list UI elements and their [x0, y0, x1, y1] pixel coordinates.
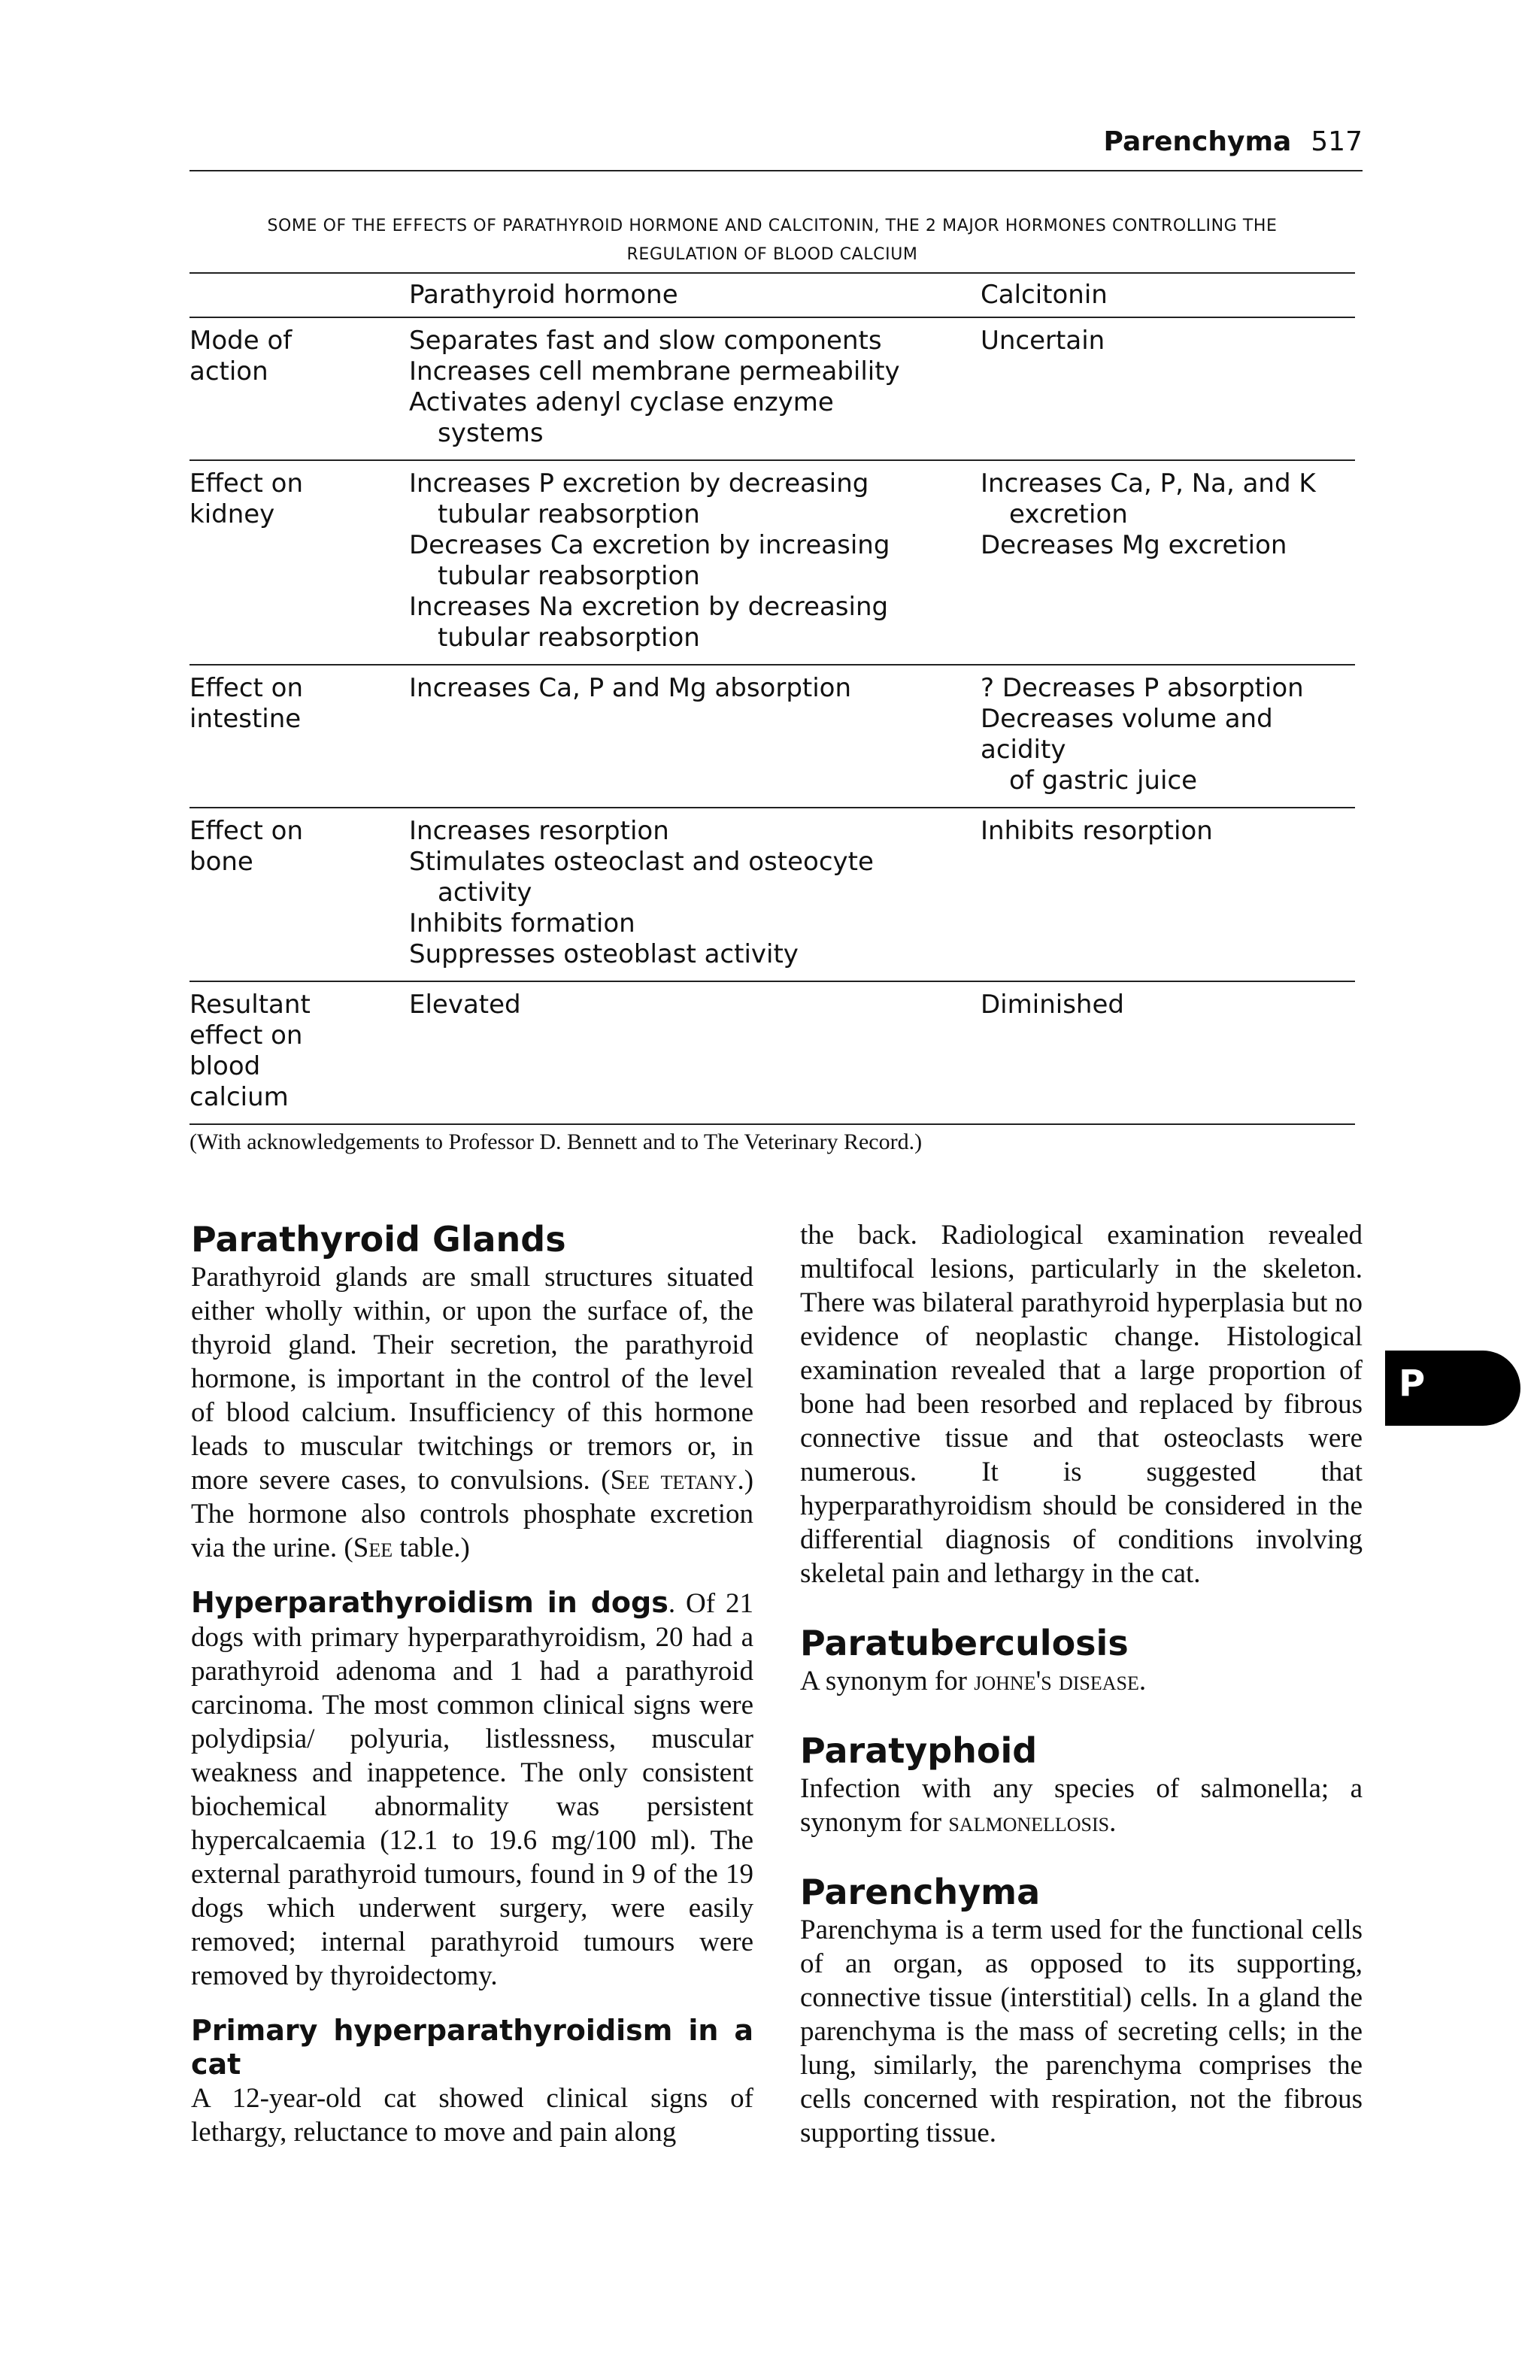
- row-label-cell: [189, 665, 409, 808]
- cell-line: tubular reabsorption: [438, 561, 700, 591]
- cell-line: Increases P excretion by decreasing: [409, 468, 869, 499]
- running-head-rule: [189, 170, 1363, 171]
- row-label-cell: [189, 981, 409, 1124]
- calcitonin-cell: [981, 808, 1355, 981]
- text-run: .) The hormone also controls phosphate excretion via the urine. (: [191, 1465, 754, 1563]
- table-caption-line: SOME OF THE EFFECTS OF PARATHYROID HORMONE AND CALCITONIN, THE 2 MAJOR HORMONES CONTROLLING THE: [267, 217, 1278, 235]
- spacer: [800, 1698, 1363, 1730]
- row-label-cell: [189, 317, 409, 460]
- cell-line: systems: [438, 418, 544, 448]
- table-header-row: [189, 273, 1355, 317]
- table-row: [189, 460, 1355, 665]
- effects-table-section: [189, 212, 1355, 1125]
- running-head-title: Parenchyma: [1103, 126, 1292, 157]
- spacer: [800, 1590, 1363, 1622]
- heading-paratuberculosis: Paratuberculosis: [800, 1623, 1129, 1663]
- cell-line: excretion: [1009, 499, 1128, 529]
- text-run: .: [1109, 1807, 1117, 1838]
- xref-salmonellosis[interactable]: salmonellosis: [948, 1807, 1110, 1838]
- table-row: [189, 317, 1355, 460]
- cell-line: tubular reabsorption: [438, 623, 700, 653]
- row-label-line: action: [189, 356, 268, 387]
- table-row: [189, 808, 1355, 981]
- cell-line: Increases resorption: [409, 816, 669, 846]
- cell-line: Inhibits resorption: [981, 816, 1213, 846]
- cell-line: Suppresses osteoblast activity: [409, 939, 799, 969]
- text-run: . Of 21 dogs with primary hyperparathyroidism, 20 had a parathyroid adenoma and 1 had a parathyroid carcinoma. The most common clinical signs were polydipsia/ polyuria, listlessness, muscular weakness and inappetence. The only consistent biochemical abnormality was persistent hypercalcaemia (12.1 to 19.6 mg/100 ml). The external parathyroid tumours, found in 9 of the 19 dogs which underwent surgery, were easily removed; internal parathyroid tumours were removed by thyroidectomy.: [191, 1588, 753, 1991]
- cell-line: activity: [438, 878, 532, 908]
- calcitonin-cell: [981, 317, 1355, 460]
- row-label-line: calcium: [189, 1082, 289, 1112]
- text-run: A synonym for: [800, 1666, 975, 1696]
- table-header-calcitonin: Calcitonin: [981, 273, 1355, 317]
- row-label-line: Mode of: [189, 326, 293, 356]
- thumb-index-letter: P: [1399, 1363, 1426, 1405]
- calcitonin-cell: [981, 981, 1355, 1124]
- calcitonin-cell: [981, 460, 1355, 665]
- xref-tetany[interactable]: tetany: [660, 1465, 738, 1496]
- cell-line: Uncertain: [981, 326, 1105, 356]
- spacer: [191, 1993, 753, 2014]
- cell-line: Activates adenyl cyclase enzyme: [409, 387, 834, 417]
- running-head: [189, 126, 1363, 157]
- heading-parathyroid-glands: Parathyroid Glands: [191, 1219, 566, 1260]
- paragraph-parathyroid: [191, 1260, 753, 1565]
- paragraph-parenchyma: Parenchyma is a term used for the functional cells of an organ, as opposed to its supporting, connective tissue (interstitial) cells. In a gland the parenchyma is the mass of secreting cells; in the lung, similarly, the parenchyma comprises the cells concerned with respiration, not the fibrous supporting tissue.: [800, 1915, 1363, 2148]
- row-label-line: effect on: [189, 1020, 303, 1051]
- paragraph-hyper-dogs: [191, 1586, 753, 1993]
- cell-line: Separates fast and slow components: [409, 326, 882, 356]
- cell-line: Inhibits formation: [409, 908, 635, 938]
- table-caption: [189, 212, 1355, 269]
- cell-line: Elevated: [409, 990, 521, 1020]
- cell-line: of gastric juice: [1009, 766, 1198, 796]
- row-label-line: Effect on: [189, 673, 304, 703]
- heading-hyper-cat: Primary hyperparathyroidism in a cat: [191, 2014, 753, 2081]
- paragraph-paratuberculosis: [800, 1664, 1363, 1698]
- spacer: [191, 1565, 753, 1586]
- row-label-line: kidney: [189, 499, 275, 529]
- paragraph-hyper-cat-right: the back. Radiological examination revealed multifocal lesions, particularly in the skeleton. There was bilateral parathyroid hyperplasia but no evidence of neoplastic change. Histological examination revealed that a large proportion of bone had been resorbed and replaced by fibrous connective tissue and that osteoclasts were numerous. It is suggested that hyperparathyroidism should be considered in the differential diagnosis of conditions involving skeletal pain and lethargy in the cat.: [800, 1220, 1363, 1589]
- row-label-line: Effect on: [189, 468, 304, 499]
- cell-line: Decreases volume and acidity: [981, 704, 1273, 765]
- cell-line: tubular reabsorption: [438, 499, 700, 529]
- heading-paratyphoid: Paratyphoid: [800, 1730, 1038, 1771]
- page-number: 517: [1311, 126, 1363, 157]
- pth-cell: [409, 981, 981, 1124]
- see-ref: See: [353, 1533, 393, 1563]
- paragraph-hyper-cat-left: A 12-year-old cat showed clinical signs of lethargy, reluctance to move and pain along: [191, 2083, 753, 2148]
- effects-table: [189, 272, 1355, 1125]
- right-column: [800, 1218, 1363, 2150]
- heading-hyper-dogs: Hyperparathyroidism in dogs: [191, 1586, 668, 1619]
- spacer: [800, 1839, 1363, 1871]
- row-label-line: blood: [189, 1051, 261, 1081]
- heading-parenchyma: Parenchyma: [800, 1872, 1041, 1912]
- cell-line: Increases Ca, P and Mg absorption: [409, 673, 852, 703]
- text-run: table.): [393, 1533, 470, 1563]
- cell-line: ? Decreases P absorption: [981, 673, 1304, 703]
- cell-line: Diminished: [981, 990, 1124, 1020]
- cell-line: Increases cell membrane permeability: [409, 356, 900, 387]
- left-column: [191, 1218, 753, 2149]
- text-run: Infection with any species of salmonella; a synonym for: [800, 1773, 1363, 1838]
- text-run: Parathyroid glands are small structures situated either wholly within, or upon the surface of, the thyroid gland. Their secretion, the parathyroid hormone, is important in the control of the level of blood calcium. Insufficiency of this hormone leads to muscular twitchings or tremors or, in more severe cases, to convulsions. (: [191, 1262, 753, 1496]
- row-label-line: Resultant: [189, 990, 311, 1020]
- cell-line: Decreases Ca excretion by increasing: [409, 530, 890, 560]
- paragraph-paratyphoid: [800, 1772, 1363, 1839]
- row-label-cell: [189, 808, 409, 981]
- pth-cell: [409, 665, 981, 808]
- row-label-cell: [189, 460, 409, 665]
- see-ref: See: [610, 1465, 650, 1496]
- pth-cell: [409, 460, 981, 665]
- cell-line: Decreases Mg excretion: [981, 530, 1287, 560]
- table-row: [189, 665, 1355, 808]
- table-header-empty: [189, 273, 409, 317]
- pth-cell: [409, 317, 981, 460]
- row-label-line: bone: [189, 847, 253, 877]
- cell-line: Stimulates osteoclast and osteocyte: [409, 847, 874, 877]
- pth-cell: [409, 808, 981, 981]
- xref-johnes-disease[interactable]: johne's disease: [974, 1666, 1139, 1696]
- thumb-index-tab: [1385, 1351, 1520, 1426]
- table-row: [189, 981, 1355, 1124]
- table-caption-line: REGULATION OF BLOOD CALCIUM: [626, 245, 918, 264]
- acknowledgement: (With acknowledgements to Professor D. Bennett and to The Veterinary Record.): [189, 1129, 923, 1154]
- cell-line: Increases Ca, P, Na, and K: [981, 468, 1316, 499]
- cell-line: Increases Na excretion by decreasing: [409, 592, 889, 622]
- row-label-line: intestine: [189, 704, 302, 734]
- row-label-line: Effect on: [189, 816, 304, 846]
- table-body: [189, 317, 1355, 1124]
- calcitonin-cell: [981, 665, 1355, 808]
- table-header-pth: Parathyroid hormone: [409, 273, 981, 317]
- text-run: .: [1138, 1666, 1147, 1696]
